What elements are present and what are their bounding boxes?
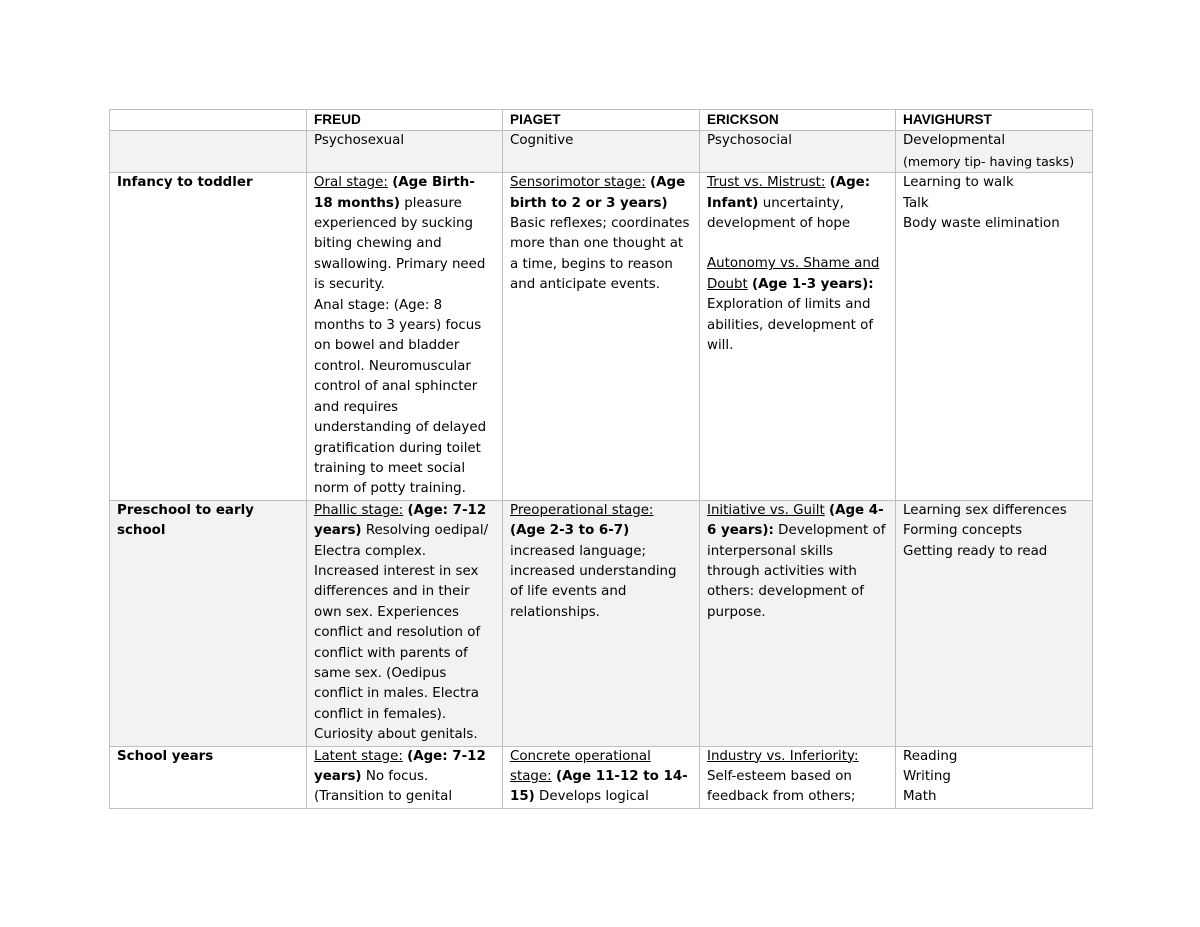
erickson-stage-text-2: Exploration of limits and abilities, development of will.	[707, 297, 874, 354]
freud-stage-text: pleasure experienced by sucking biting chewing and swallowing. Primary need is security.	[314, 195, 486, 293]
table-row	[110, 173, 1093, 501]
piaget-stage-text: increased language; increased understanding of life events and relationships.	[510, 543, 677, 620]
piaget-cell	[503, 500, 700, 746]
piaget-cell	[503, 746, 700, 808]
table-row	[110, 746, 1093, 808]
piaget-stage-name: Concrete operational stage:	[510, 748, 651, 784]
piaget-stage-age: (Age birth to 2 or 3 years)	[510, 175, 686, 211]
freud-stage-name: Phallic stage:	[314, 502, 404, 518]
piaget-stage-age: (Age 11-12 to 14-15)	[510, 769, 688, 805]
erickson-stage-name: Initiative vs. Guilt	[707, 502, 825, 518]
type-havighurst: Developmental	[903, 133, 1006, 149]
col-header-freud: FREUD	[307, 110, 503, 131]
havighurst-task: Forming concepts	[903, 523, 1023, 539]
header-row	[110, 110, 1093, 131]
type-piaget: Cognitive	[503, 131, 700, 173]
freud-stage-name: Oral stage:	[314, 175, 388, 191]
havighurst-task: Math	[903, 789, 937, 805]
piaget-stage-text: Basic reflexes; coordinates more than one thought at a time, begins to reason and anticipate events.	[510, 216, 690, 293]
freud-cell	[307, 746, 503, 808]
freud-stage-age: (Age: 7-12 years)	[314, 502, 487, 539]
piaget-stage-name: Preoperational stage:	[510, 502, 654, 518]
erickson-cell	[700, 500, 896, 746]
erickson-stage-text: Self-esteem based on feedback from others;	[707, 769, 856, 805]
havighurst-task: Reading	[903, 748, 958, 764]
erickson-stage-text: Development of interpersonal skills through activities with others: development of purpose.	[707, 523, 886, 620]
piaget-stage-text: Develops logical	[539, 789, 649, 805]
stage-label: Preschool to early school	[110, 500, 307, 746]
type-freud: Psychosexual	[307, 131, 503, 173]
erickson-stage-text: uncertainty, development of hope	[707, 195, 851, 232]
freud-stage-name: Latent stage:	[314, 748, 403, 764]
freud-cell	[307, 173, 503, 501]
havighurst-task: Talk	[903, 195, 929, 211]
col-header-erickson: ERICKSON	[700, 110, 896, 131]
table-row	[110, 500, 1093, 746]
erickson-stage-name-2: Autonomy vs. Shame and Doubt	[707, 256, 880, 292]
stage-label: Infancy to toddler	[110, 173, 307, 501]
col-header-piaget: PIAGET	[503, 110, 700, 131]
erickson-stage-age: (Age 4-6 years):	[707, 502, 884, 539]
piaget-cell	[503, 173, 700, 501]
freud-stage-text: Resolving oedipal/ Electra complex. Increased interest in sex differences and in their own sex. Experiences conflict and resolution of conflict with parents of same sex. (Oedipus conflict in males. Electra conflict in females). Curiosity about genitals.	[314, 523, 489, 743]
stage-label: School years	[110, 746, 307, 808]
havighurst-memory-tip: (memory tip- having tasks)	[903, 153, 1075, 169]
freud-stage-age: (Age Birth- 18 months)	[314, 175, 475, 211]
col-header-havighurst: HAVIGHURST	[896, 110, 1093, 131]
type-erickson: Psychosocial	[700, 131, 896, 173]
empty-type-cell	[110, 131, 307, 173]
erickson-stage-age-2: (Age 1-3 years):	[752, 276, 874, 292]
development-theories-table	[109, 109, 1093, 809]
erickson-cell	[700, 173, 896, 501]
blank-line	[707, 234, 888, 254]
erickson-cell	[700, 746, 896, 808]
havighurst-task: Learning to walk	[903, 175, 1014, 191]
freud-stage-text: No focus. (Transition to genital	[314, 769, 453, 805]
freud-stage-age: (Age: 7-12 years)	[314, 748, 486, 784]
erickson-stage-name: Trust vs. Mistrust:	[707, 175, 826, 191]
havighurst-cell	[896, 500, 1093, 746]
piaget-stage-name: Sensorimotor stage:	[510, 175, 646, 191]
havighurst-cell	[896, 173, 1093, 501]
empty-corner-cell	[110, 110, 307, 131]
freud-cell	[307, 500, 503, 746]
havighurst-task: Getting ready to read	[903, 543, 1048, 559]
piaget-stage-age: (Age 2-3 to 6-7)	[510, 523, 630, 539]
erickson-stage-age: (Age: Infant)	[707, 175, 871, 211]
havighurst-task: Body waste elimination	[903, 216, 1060, 232]
erickson-stage-name: Industry vs. Inferiority:	[707, 748, 859, 764]
type-row	[110, 131, 1093, 173]
havighurst-task: Writing	[903, 769, 951, 784]
type-havighurst-cell	[896, 131, 1093, 173]
havighurst-cell	[896, 746, 1093, 808]
freud-extra-stage: Anal stage: (Age: 8 months to 3 years) focus on bowel and bladder control. Neuromuscular control of anal sphincter and requires understanding of delayed gratification during toilet training to meet social norm of potty training.	[314, 297, 487, 497]
havighurst-task: Learning sex differences	[903, 502, 1067, 518]
